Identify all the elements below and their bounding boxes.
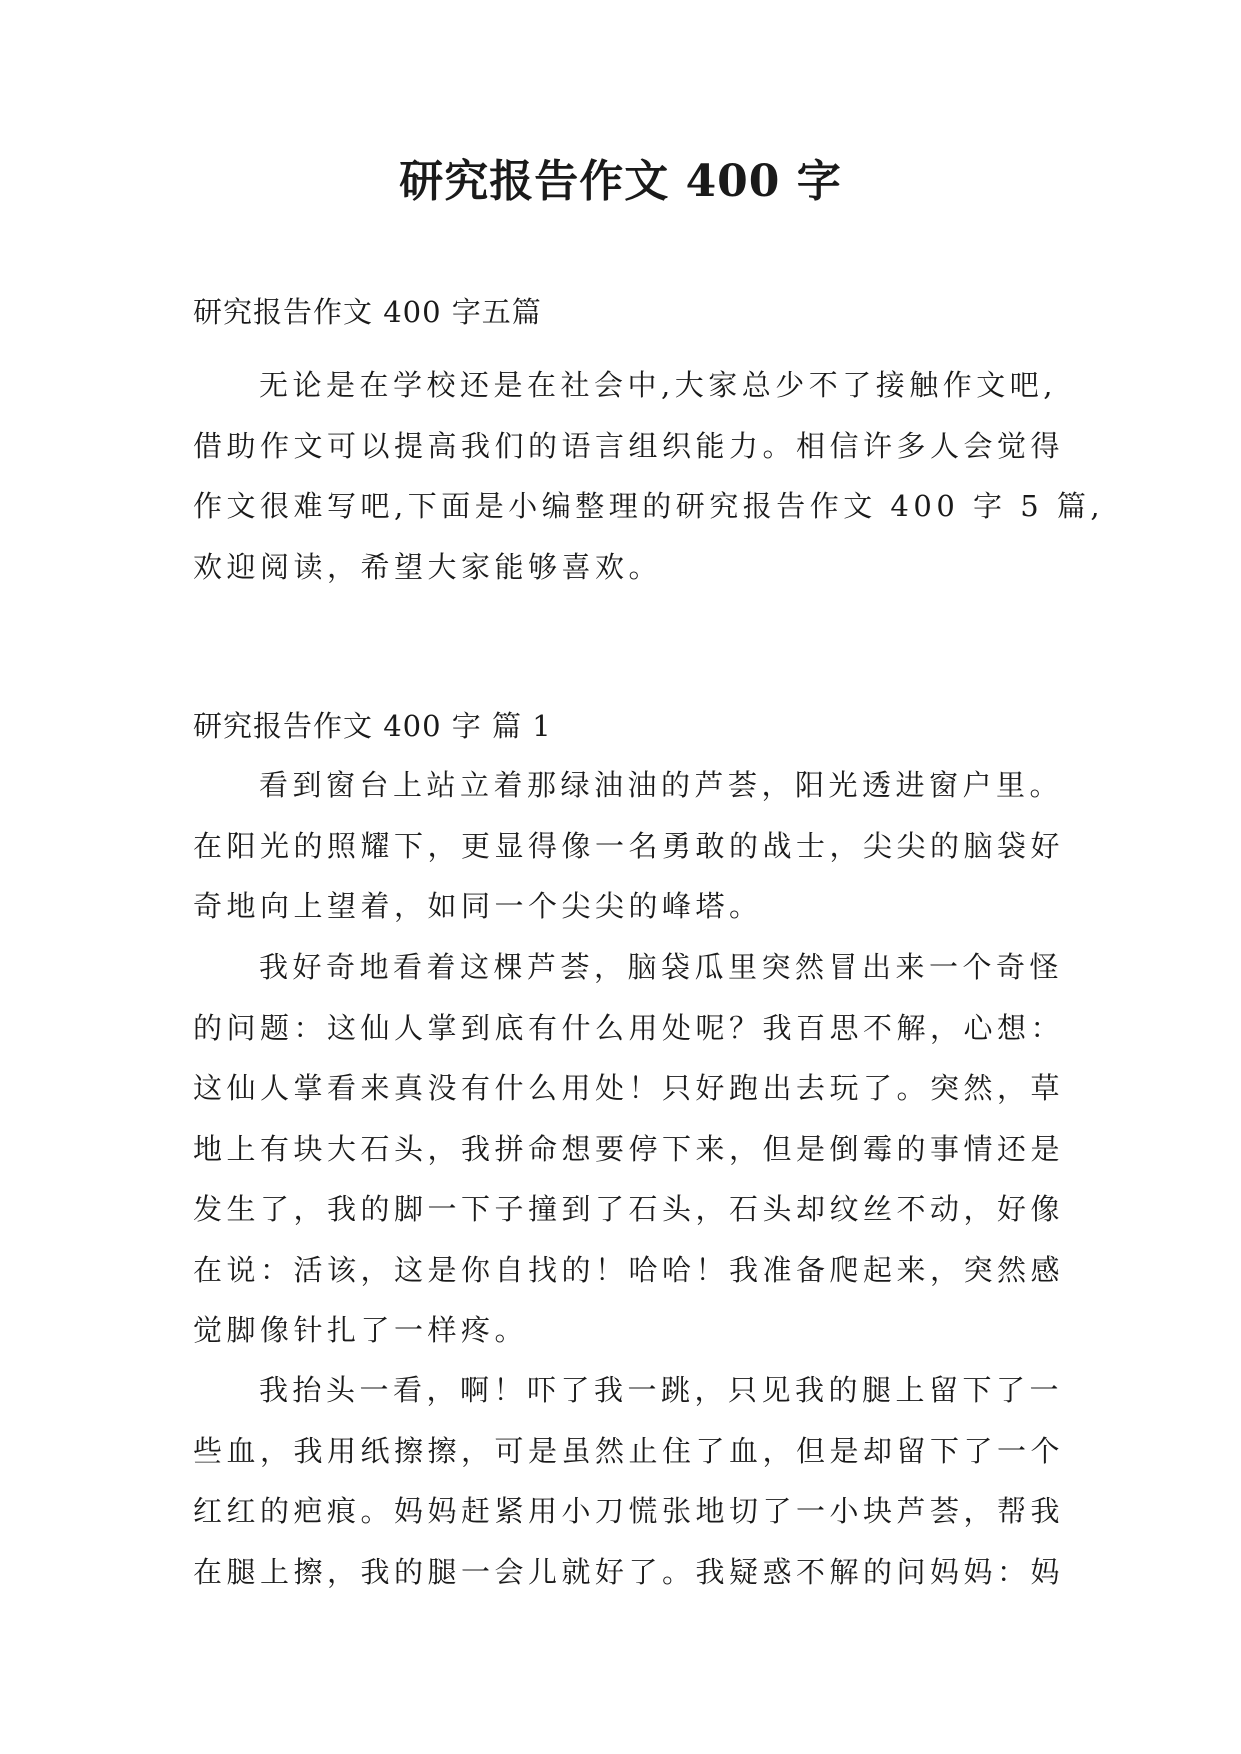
paragraph-line: 发生了，我的脚一下子撞到了石头，石头却纹丝不动，好像 xyxy=(193,1192,1065,1226)
body-paragraph-3 xyxy=(193,1360,1063,1602)
intro-line: 欢迎阅读，希望大家能够喜欢。 xyxy=(193,549,663,584)
body-paragraph-2 xyxy=(193,937,1063,1361)
section-heading: 研究报告作文 400 字 篇 1 xyxy=(193,709,552,743)
body-paragraph-1 xyxy=(193,755,1063,937)
paragraph-line: 在说：活该，这是你自找的！哈哈！我准备爬起来，突然感 xyxy=(193,1252,1065,1287)
paragraph-line: 在阳光的照耀下，更显得像一名勇敢的战士，尖尖的脑袋好 xyxy=(193,828,1065,863)
paragraph-line: 些血，我用纸擦擦，可是虽然止住了血，但是却留下了一个 xyxy=(193,1433,1065,1468)
paragraph-line: 我抬头一看，啊！吓了我一跳，只见我的腿上留下了一 xyxy=(259,1373,1064,1407)
paragraph-line: 觉脚像针扎了一样疼。 xyxy=(193,1313,529,1347)
intro-paragraph xyxy=(193,355,1105,597)
paragraph-line: 的问题：这仙人掌到底有什么用处呢？我百思不解，心想： xyxy=(193,1010,1065,1045)
paragraph-line: 看到窗台上站立着那绿油油的芦荟，阳光透进窗户里。 xyxy=(259,768,1064,802)
intro-line: 作文很难写吧,下面是小编整理的研究报告作文 400 字 5 篇, xyxy=(193,489,1105,523)
document-subtitle: 研究报告作文 400 字五篇 xyxy=(193,295,542,329)
paragraph-line: 奇地向上望着，如同一个尖尖的峰塔。 xyxy=(193,889,763,923)
paragraph-line: 红红的疤痕。妈妈赶紧用小刀慌张地切了一小块芦荟，帮我 xyxy=(193,1494,1065,1528)
intro-line: 无论是在学校还是在社会中,大家总少不了接触作文吧, xyxy=(259,368,1057,402)
paragraph-line: 这仙人掌看来真没有什么用处！只好跑出去玩了。突然，草 xyxy=(193,1071,1065,1105)
paragraph-line: 地上有块大石头，我拼命想要停下来，但是倒霉的事情还是 xyxy=(193,1131,1065,1166)
intro-line: 借助作文可以提高我们的语言组织能力。相信许多人会觉得 xyxy=(193,428,1065,463)
paragraph-line: 我好奇地看着这棵芦荟，脑袋瓜里突然冒出来一个奇怪 xyxy=(259,950,1064,984)
paragraph-line: 在腿上擦，我的腿一会儿就好了。我疑惑不解的问妈妈：妈 xyxy=(193,1554,1065,1589)
document-title: 研究报告作文 400 字 xyxy=(399,156,842,207)
